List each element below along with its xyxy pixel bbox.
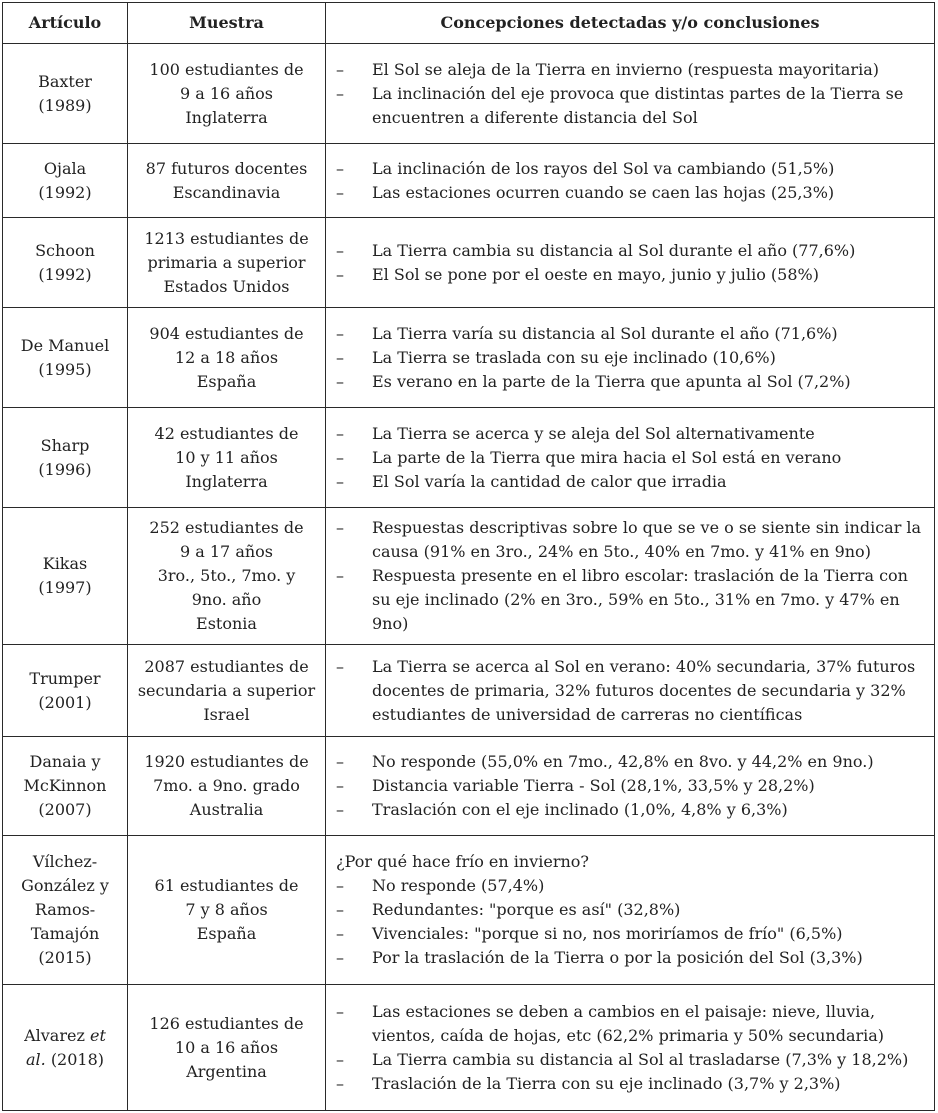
table-row bbox=[3, 508, 935, 645]
list-item: – Vivenciales: "porque si no, nos moriríamos de frío" (6,5%) bbox=[336, 922, 926, 946]
table-row bbox=[3, 408, 935, 508]
list-item: – Traslación de la Tierra con su eje inclinado (3,7% y 2,3%) bbox=[336, 1072, 926, 1096]
sample-line: Estados Unidos bbox=[163, 276, 290, 296]
author-line: Schoon bbox=[35, 240, 95, 260]
conclusions-list bbox=[336, 322, 926, 394]
list-item: – No responde (57,4%) bbox=[336, 874, 926, 898]
author-al: al. bbox=[25, 1049, 46, 1069]
list-item: – Es verano en la parte de la Tierra que apunta al Sol (7,2%) bbox=[336, 370, 926, 394]
sample-cell bbox=[128, 737, 326, 836]
conclusions-list bbox=[336, 750, 926, 822]
sample-line: primaria a superior bbox=[147, 252, 306, 272]
list-item: – Las estaciones ocurren cuando se caen las hojas (25,3%) bbox=[336, 181, 926, 205]
author-line: McKinnon bbox=[23, 776, 107, 795]
sample-line: 42 estudiantes de bbox=[154, 423, 299, 443]
conclusions-list bbox=[336, 157, 926, 205]
author-line bbox=[7, 1048, 123, 1072]
sample-cell bbox=[128, 308, 326, 408]
conclusions-list bbox=[336, 58, 926, 130]
list-item: – El Sol se pone por el oeste en mayo, junio y julio (58%) bbox=[336, 263, 926, 287]
author-et: et bbox=[89, 1025, 106, 1045]
author-line: Tamajón bbox=[30, 924, 100, 943]
author-cell bbox=[3, 737, 128, 836]
list-item: – La Tierra se acerca y se aleja del Sol alternativamente bbox=[336, 422, 926, 446]
author-line: Vílchez- bbox=[32, 852, 98, 871]
sample-cell bbox=[128, 144, 326, 218]
author-line: Ojala bbox=[43, 158, 87, 178]
author-year: (2018) bbox=[50, 1049, 105, 1069]
list-item: – Redundantes: "porque es así" (32,8%) bbox=[336, 898, 926, 922]
sample-cell bbox=[128, 44, 326, 144]
conclusions-cell bbox=[326, 218, 935, 308]
conclusions-list bbox=[336, 422, 926, 494]
list-item: – Traslación con el eje inclinado (1,0%, 4,8% y 6,3%) bbox=[336, 798, 926, 822]
author-line: González y bbox=[21, 876, 109, 895]
sample-line: España bbox=[196, 924, 257, 943]
sample-line: Inglaterra bbox=[185, 471, 268, 491]
list-item: – Las estaciones se deben a cambios en el paisaje: nieve, lluvia, vientos, caída de hojas, etc (62,2% primaria y 50% secundaria) bbox=[336, 1000, 926, 1048]
conclusions-list bbox=[336, 1000, 926, 1096]
conclusions-cell bbox=[326, 645, 935, 737]
author-cell bbox=[3, 44, 128, 144]
list-item: – La parte de la Tierra que mira hacia el Sol está en verano bbox=[336, 446, 926, 470]
author-cell bbox=[3, 218, 128, 308]
sample-line: Estonia bbox=[196, 614, 257, 633]
sample-line: Escandinavia bbox=[172, 182, 281, 202]
sample-line: 2087 estudiantes de bbox=[144, 656, 309, 676]
author-cell bbox=[3, 836, 128, 985]
conclusions-list bbox=[336, 516, 926, 636]
list-item: – La Tierra se acerca al Sol en verano: 40% secundaria, 37% futuros docentes de primaria, 32% futuros docentes de secundaria y 32% estudiantes de universidad de carreras no científicas bbox=[336, 655, 926, 727]
conclusions-cell bbox=[326, 737, 935, 836]
author-cell bbox=[3, 645, 128, 737]
author-cell bbox=[3, 508, 128, 645]
author-line: Ramos- bbox=[34, 900, 96, 919]
list-item: – La Tierra cambia su distancia al Sol al trasladarse (7,3% y 18,2%) bbox=[336, 1048, 926, 1072]
author-cell bbox=[3, 308, 128, 408]
conclusions-cell bbox=[326, 144, 935, 218]
conclusions-cell bbox=[326, 508, 935, 645]
header-muestra: Muestra bbox=[128, 3, 326, 44]
sample-line: 904 estudiantes de bbox=[149, 323, 304, 343]
sample-line: 10 y 11 años bbox=[175, 447, 278, 467]
table-row bbox=[3, 985, 935, 1111]
sample-line: España bbox=[196, 371, 257, 391]
table-row bbox=[3, 144, 935, 218]
conclusions-cell bbox=[326, 836, 935, 985]
conclusions-list bbox=[336, 239, 926, 287]
author-cell bbox=[3, 408, 128, 508]
table-row bbox=[3, 218, 935, 308]
sample-line: 100 estudiantes de bbox=[149, 59, 304, 79]
sample-line: 87 futuros docentes bbox=[145, 158, 308, 178]
author-cell bbox=[3, 985, 128, 1111]
conclusions-list bbox=[336, 874, 926, 970]
list-item: – La Tierra cambia su distancia al Sol durante el año (77,6%) bbox=[336, 239, 926, 263]
list-item: – Respuestas descriptivas sobre lo que se ve o se siente sin indicar la causa (91% en 3ro., 24% en 5to., 40% en 7mo. y 41% en 9no) bbox=[336, 516, 926, 564]
list-item: – Por la traslación de la Tierra o por la posición del Sol (3,3%) bbox=[336, 946, 926, 970]
author-line bbox=[7, 1024, 123, 1048]
sample-line: 7mo. a 9no. grado bbox=[153, 776, 300, 795]
author-line: (1996) bbox=[38, 459, 92, 479]
author-cell bbox=[3, 144, 128, 218]
table-row bbox=[3, 645, 935, 737]
author-line: Trumper bbox=[29, 668, 101, 688]
studies-table bbox=[2, 2, 935, 1111]
sample-line: 252 estudiantes de bbox=[149, 518, 304, 537]
author-line: Kikas bbox=[42, 554, 88, 573]
list-item: – El Sol se aleja de la Tierra en invierno (respuesta mayoritaria) bbox=[336, 58, 926, 82]
sample-line: 9 a 16 años bbox=[179, 83, 274, 103]
list-item: – Distancia variable Tierra - Sol (28,1%, 33,5% y 28,2%) bbox=[336, 774, 926, 798]
table-row bbox=[3, 836, 935, 985]
sample-line: 9no. año bbox=[191, 590, 262, 609]
sample-line: 10 a 16 años bbox=[174, 1037, 279, 1057]
list-item: – La inclinación del eje provoca que distintas partes de la Tierra se encuentren a diferente distancia del Sol bbox=[336, 82, 926, 130]
author-name: Alvarez bbox=[24, 1025, 85, 1045]
author-line: Danaia y bbox=[29, 752, 101, 771]
author-line: (1989) bbox=[38, 95, 92, 115]
author-line: (1995) bbox=[38, 359, 92, 379]
sample-line: Argentina bbox=[186, 1061, 267, 1081]
header-articulo: Artículo bbox=[3, 3, 128, 44]
author-line: (2015) bbox=[38, 948, 92, 967]
header-concepciones: Concepciones detectadas y/o conclusiones bbox=[326, 3, 935, 44]
conclusions-list bbox=[336, 655, 926, 727]
author-line: De Manuel bbox=[20, 335, 110, 355]
conclusions-cell bbox=[326, 408, 935, 508]
table-row bbox=[3, 44, 935, 144]
author-line: (1992) bbox=[38, 264, 92, 284]
sample-line: secundaria a superior bbox=[137, 680, 316, 700]
sample-line: Inglaterra bbox=[185, 107, 268, 127]
sample-line: 12 a 18 años bbox=[174, 347, 279, 367]
author-line: (2007) bbox=[38, 800, 92, 819]
sample-cell bbox=[128, 218, 326, 308]
sample-line: 126 estudiantes de bbox=[149, 1013, 304, 1033]
list-item: – El Sol varía la cantidad de calor que irradia bbox=[336, 470, 926, 494]
table-row bbox=[3, 308, 935, 408]
sample-line: 7 y 8 años bbox=[185, 900, 268, 919]
conclusions-cell bbox=[326, 44, 935, 144]
sample-line: 1213 estudiantes de bbox=[144, 228, 309, 248]
sample-cell bbox=[128, 645, 326, 737]
table-row bbox=[3, 737, 935, 836]
sample-line: 3ro., 5to., 7mo. y bbox=[157, 566, 296, 585]
list-item: – Respuesta presente en el libro escolar: traslación de la Tierra con su eje inclinado (2% en 3ro., 59% en 5to., 31% en 7mo. y 47% en 9no) bbox=[336, 564, 926, 636]
header-row bbox=[3, 3, 935, 44]
sample-line: 61 estudiantes de bbox=[154, 876, 299, 895]
list-item: – La Tierra se traslada con su eje inclinado (10,6%) bbox=[336, 346, 926, 370]
list-item: – La Tierra varía su distancia al Sol durante el año (71,6%) bbox=[336, 322, 926, 346]
sample-cell bbox=[128, 985, 326, 1111]
author-line: (1992) bbox=[38, 182, 92, 202]
list-item: – La inclinación de los rayos del Sol va cambiando (51,5%) bbox=[336, 157, 926, 181]
sample-line: 9 a 17 años bbox=[179, 542, 274, 561]
sample-cell bbox=[128, 408, 326, 508]
author-line: (2001) bbox=[38, 692, 92, 712]
author-line: Sharp bbox=[40, 435, 90, 455]
sample-cell bbox=[128, 508, 326, 645]
survey-question: ¿Por qué hace frío en invierno? bbox=[336, 852, 589, 871]
list-item: – No responde (55,0% en 7mo., 42,8% en 8vo. y 44,2% en 9no.) bbox=[336, 750, 926, 774]
sample-line: Israel bbox=[203, 704, 250, 724]
conclusions-cell bbox=[326, 308, 935, 408]
author-line: Baxter bbox=[38, 71, 92, 91]
conclusions-cell bbox=[326, 985, 935, 1111]
sample-cell bbox=[128, 836, 326, 985]
sample-line: 1920 estudiantes de bbox=[144, 752, 309, 771]
author-line: (1997) bbox=[38, 578, 92, 597]
sample-line: Australia bbox=[189, 800, 264, 819]
